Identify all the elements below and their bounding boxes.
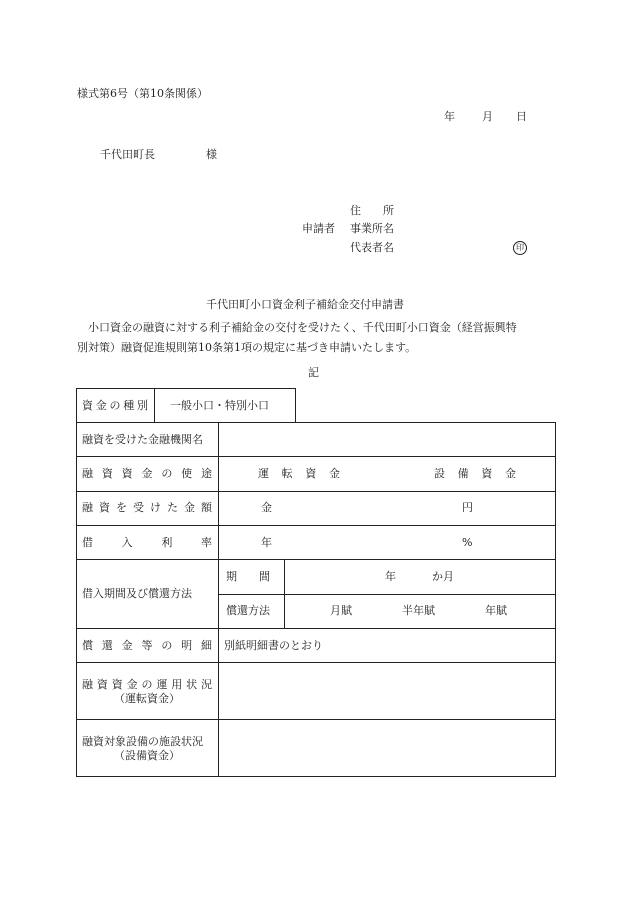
address-label: 住 所 <box>350 204 394 217</box>
rate-unit: % <box>462 536 473 549</box>
amount-unit: 円 <box>462 501 473 514</box>
repay-method-label: 償還方法 <box>226 604 270 617</box>
addressee-honorific: 様 <box>206 148 217 161</box>
seal-mark: 印 <box>513 241 527 255</box>
repay-semiannual: 半年賦 <box>402 604 435 617</box>
form-number: 様式第6号（第10条関係） <box>77 87 208 100</box>
representative-label: 代表者名 <box>350 241 394 254</box>
ki-heading: 記 <box>308 366 319 379</box>
term-label: 期 間 <box>226 570 270 583</box>
repayment-detail-value: 別紙明細書のとおり <box>224 639 323 652</box>
document-title: 千代田町小口資金利子補給金交付申請書 <box>206 298 404 311</box>
business-name-label: 事業所名 <box>350 222 394 235</box>
fund-type-label: 資 金 の 種 別 <box>82 399 148 412</box>
date-year-label: 年 <box>444 110 455 123</box>
repay-annual: 年賦 <box>485 604 507 617</box>
purpose-equipment: 設 備 資 金 <box>434 467 516 480</box>
body-line-2: 別対策）融資促進規則第10条第1項の規定に基づき申請いたします。 <box>77 341 417 354</box>
purpose-operating: 運 転 資 金 <box>258 467 340 480</box>
facility-status-sub: （設備資金） <box>114 749 180 762</box>
repayment-detail-label: 償 還 金 等 の 明 細 <box>82 639 212 652</box>
date-month-label: 月 <box>482 110 493 123</box>
amount-label: 融 資 を 受 け た 金 額 <box>82 501 212 514</box>
repay-monthly: 月賦 <box>330 604 352 617</box>
date-day-label: 日 <box>516 110 527 123</box>
fund-usage-sub: （運転資金） <box>114 692 180 705</box>
applicant-label: 申請者 <box>302 222 335 235</box>
rate-prefix: 年 <box>261 536 272 549</box>
purpose-label: 融 資 資 金 の 使 途 <box>82 467 212 480</box>
bank-name-label: 融資を受けた金融機関名 <box>82 433 203 446</box>
facility-status-label: 融資対象設備の施設状況 <box>82 735 203 748</box>
period-method-label: 借入期間及び償還方法 <box>82 587 192 600</box>
rate-label: 借 入 利 率 <box>82 536 212 549</box>
addressee-name: 千代田町長 <box>100 148 155 161</box>
fund-type-value: 一般小口・特別小口 <box>170 399 269 412</box>
term-year: 年 <box>385 570 396 583</box>
amount-prefix: 金 <box>261 501 272 514</box>
fund-usage-label: 融 資 資 金 の 運 用 状 況 <box>82 678 212 691</box>
body-line-1: 小口資金の融資に対する利子補給金の交付を受けたく、千代田町小口資金（経営振興特 <box>88 321 517 334</box>
term-months: か月 <box>432 570 454 583</box>
